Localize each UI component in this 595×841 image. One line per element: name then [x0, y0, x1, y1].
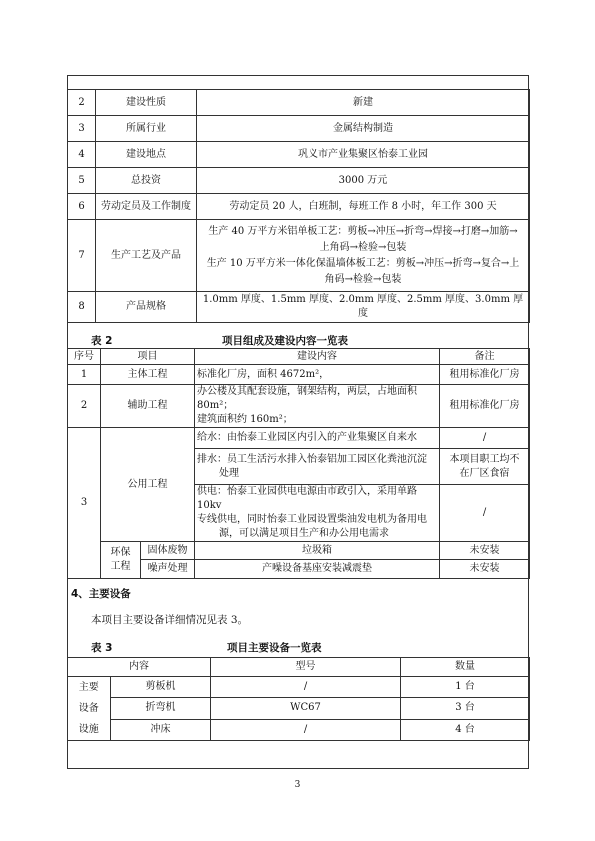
content-line: 专线供电，同时怡泰工业园设置柴油发电机为备用电: [197, 514, 427, 525]
row-number: 8: [68, 292, 96, 323]
header-item: 项目: [101, 349, 195, 365]
row-value: 劳动定员 20 人，白班制，每班工作 8 小时，年工作 300 天: [197, 194, 530, 220]
content-line: 建筑面积约 160m²；: [197, 414, 293, 425]
group-label-line: 设施: [78, 724, 99, 735]
row-item: 产品规格: [96, 292, 197, 323]
table-row: [68, 365, 530, 385]
group-label-line: 设备: [78, 703, 99, 714]
noise-item: 噪声处理: [141, 560, 195, 579]
power-supply-content: [195, 485, 440, 542]
noise-note: 未安装: [440, 560, 530, 579]
equipment-name: 冲床: [111, 719, 211, 740]
table-row: [68, 292, 530, 323]
process-line: 生产 10 万平方米一体化保温墙体板工艺：剪板→冲压→折弯→复合→上: [206, 257, 520, 269]
table2-caption-title: 项目组成及建设内容一览表: [222, 335, 348, 347]
content-line: 源，可以满足项目生产和办公用电需求: [219, 528, 389, 539]
table-row: [68, 698, 530, 719]
table-row: [68, 142, 530, 168]
equipment-qty: 3 台: [401, 698, 530, 719]
table-header-row: [68, 658, 530, 677]
equipment-name: 折弯机: [111, 698, 211, 719]
row-item: 主体工程: [101, 365, 195, 385]
row-number: 7: [68, 220, 96, 292]
row-value: 巩义市产业集聚区怡泰工业园: [197, 142, 530, 168]
water-supply-content: 给水：由怡泰工业园区内引入的产业集聚区自来水: [195, 428, 440, 449]
header-content: 建设内容: [195, 349, 440, 365]
equipment-model: /: [211, 677, 401, 698]
header-no: 序号: [68, 349, 101, 365]
env-protection-label: [101, 542, 141, 579]
row-number: 4: [68, 142, 96, 168]
solid-waste-item: 固体废物: [141, 542, 195, 560]
header-note: 备注: [440, 349, 530, 365]
table-row: [68, 90, 530, 116]
row-value: 金属结构制造: [197, 116, 530, 142]
row-number: 2: [68, 90, 96, 116]
equipment-qty: 1 台: [401, 677, 530, 698]
table-row: [68, 542, 530, 560]
project-info-table: [67, 89, 530, 323]
process-line: 生产 40 万平方米铝单板工艺：剪板→冲压→折弯→焊接→打磨→加筋→: [208, 225, 518, 237]
content-line: 处理: [219, 467, 239, 479]
table-row: [68, 168, 530, 194]
note-line: 本项目职工均不: [449, 453, 520, 465]
header-qty: 数量: [401, 658, 530, 677]
table-row: [68, 220, 530, 292]
row-number: 1: [68, 365, 101, 385]
table-row: [68, 385, 530, 428]
row-number: 5: [68, 168, 96, 194]
table-header-row: [68, 349, 530, 365]
row-item: 生产工艺及产品: [96, 220, 197, 292]
solid-waste-content: 垃圾箱: [195, 542, 440, 560]
env-label-line: 环保: [110, 547, 131, 558]
row-item: 所属行业: [96, 116, 197, 142]
table-row: [68, 428, 530, 449]
row-number: 3: [68, 428, 101, 579]
row-value: 新建: [197, 90, 530, 116]
header-model: 型号: [211, 658, 401, 677]
row-number: 3: [68, 116, 96, 142]
row-item: 公用工程: [101, 428, 195, 542]
row-value: 1.0mm 厚度、1.5mm 厚度、2.0mm 厚度、2.5mm 厚度、3.0mm 厚度: [197, 292, 530, 323]
row-note: 租用标准化厂房: [440, 385, 530, 428]
power-supply-note: /: [440, 485, 530, 542]
env-label-line: 工程: [110, 561, 131, 572]
drainage-content: [195, 449, 440, 485]
row-item: 劳动定员及工作制度: [96, 194, 197, 220]
row-value-multiline: [197, 220, 530, 292]
equipment-name: 剪板机: [111, 677, 211, 698]
drainage-note: [440, 449, 530, 485]
table2-caption-number: 表 2: [91, 335, 113, 347]
equipment-model: WC67: [211, 698, 401, 719]
row-item: 建设性质: [96, 90, 197, 116]
note-line: 在厂区食宿: [459, 467, 510, 479]
row-item: 建设地点: [96, 142, 197, 168]
table-row: [68, 719, 530, 740]
page-number: 3: [294, 780, 301, 790]
content-line: 排水：员工生活污水排入怡泰铝加工园区化粪池沉淀: [197, 453, 427, 465]
row-item: 总投资: [96, 168, 197, 194]
equipment-qty: 4 台: [401, 719, 530, 740]
table3-caption-number: 表 3: [91, 642, 113, 654]
equipment-model: /: [211, 719, 401, 740]
noise-content: 产噪设备基座安装减震垫: [195, 560, 440, 579]
solid-waste-note: 未安装: [440, 542, 530, 560]
row-content: 标准化厂房，面积 4672m²，: [195, 365, 440, 385]
water-supply-note: /: [440, 428, 530, 449]
equipment-group-label: [68, 677, 111, 741]
row-item: 辅助工程: [101, 385, 195, 428]
project-composition-table: [67, 348, 530, 579]
section-heading: 4、主要设备: [71, 588, 131, 600]
row-number: 6: [68, 194, 96, 220]
table3-caption-title: 项目主要设备一览表: [227, 642, 322, 654]
header-content: 内容: [68, 658, 211, 677]
table-row: [68, 677, 530, 698]
table-row: [68, 116, 530, 142]
process-line: 角码→检验→包装: [324, 273, 402, 285]
group-label-line: 主要: [78, 682, 99, 693]
equipment-table: [67, 657, 530, 741]
row-content: [195, 385, 440, 428]
process-line: 上角码→检验→包装: [319, 241, 407, 253]
row-number: 2: [68, 385, 101, 428]
row-note: 租用标准化厂房: [440, 365, 530, 385]
table-row: [68, 194, 530, 220]
content-line: 办公楼及其配套设施，钢架结构，两层，占地面积 80m²；: [197, 386, 417, 411]
section-paragraph: 本项目主要设备详细情况见表 3。: [91, 614, 249, 626]
row-value: 3000 万元: [197, 168, 530, 194]
content-line: 供电：怡泰工业园供电电源由市政引入，采用单路 10kv: [197, 486, 417, 511]
